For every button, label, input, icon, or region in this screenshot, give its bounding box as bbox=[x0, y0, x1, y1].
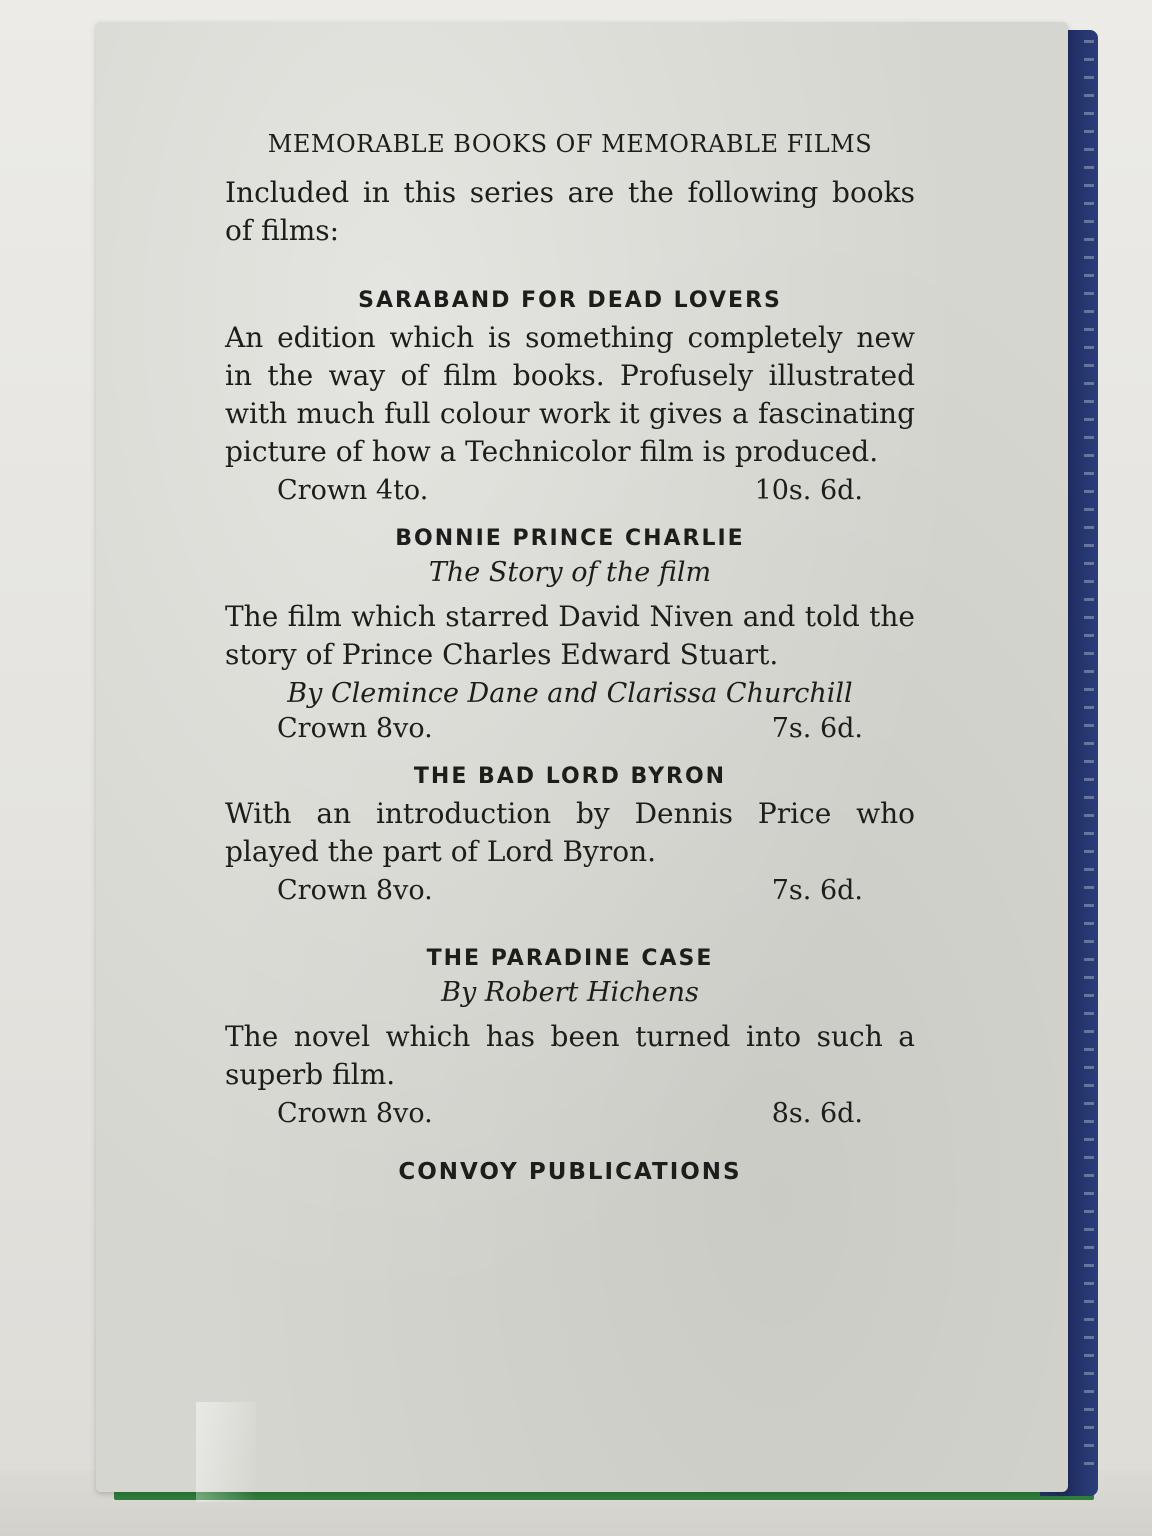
book-entry-saraband bbox=[225, 288, 915, 506]
series-title: MEMORABLE BOOKS OF MEMORABLE FILMS bbox=[267, 130, 873, 158]
book-meta bbox=[225, 713, 915, 744]
book-title: THE PARADINE CASE bbox=[426, 946, 714, 971]
jacket-text-panel bbox=[225, 130, 915, 1185]
book-entry-bad-lord-byron bbox=[225, 764, 915, 906]
publisher-name: CONVOY PUBLICATIONS bbox=[398, 1159, 742, 1185]
book-meta bbox=[225, 1098, 915, 1129]
book-entry-paradine-case bbox=[225, 946, 915, 1129]
book-description: The film which starred David Niven and told the story of Prince Charles Edward Stuart. bbox=[225, 600, 915, 671]
book-price: 10s. 6d. bbox=[754, 475, 863, 506]
book-price: 7s. 6d. bbox=[771, 713, 863, 744]
book-title: THE BAD LORD BYRON bbox=[413, 764, 727, 789]
book-author: By Clemince Dane and Clarissa Churchill bbox=[287, 678, 853, 709]
book-format: Crown 4to. bbox=[277, 475, 429, 506]
book-format: Crown 8vo. bbox=[277, 1098, 433, 1129]
book-description: The novel which has been turned into such a superb film. bbox=[225, 1020, 915, 1091]
book-entry-bonnie-prince-charlie bbox=[225, 526, 915, 744]
book-price: 7s. 6d. bbox=[771, 875, 863, 906]
book-description: With an introduction by Dennis Price who played the part of Lord Byron. bbox=[225, 797, 915, 868]
book-meta bbox=[225, 875, 915, 906]
book-title: SARABAND FOR DEAD LOVERS bbox=[358, 288, 782, 313]
worn-corner bbox=[196, 1402, 256, 1502]
book-meta bbox=[225, 475, 915, 506]
book-subtitle: By Robert Hichens bbox=[441, 977, 699, 1008]
book-title: BONNIE PRINCE CHARLIE bbox=[395, 526, 745, 551]
book-format: Crown 8vo. bbox=[277, 875, 433, 906]
book-subtitle: The Story of the film bbox=[428, 557, 712, 588]
series-intro: Included in this series are the following books of films: bbox=[225, 176, 915, 247]
book-price: 8s. 6d. bbox=[771, 1098, 863, 1129]
book-format: Crown 8vo. bbox=[277, 713, 433, 744]
book-description: An edition which is something completely new in the way of film books. Profusely illustrated with much full colour work it gives a fascinating picture of how a Technicolor film is produced. bbox=[225, 321, 915, 468]
